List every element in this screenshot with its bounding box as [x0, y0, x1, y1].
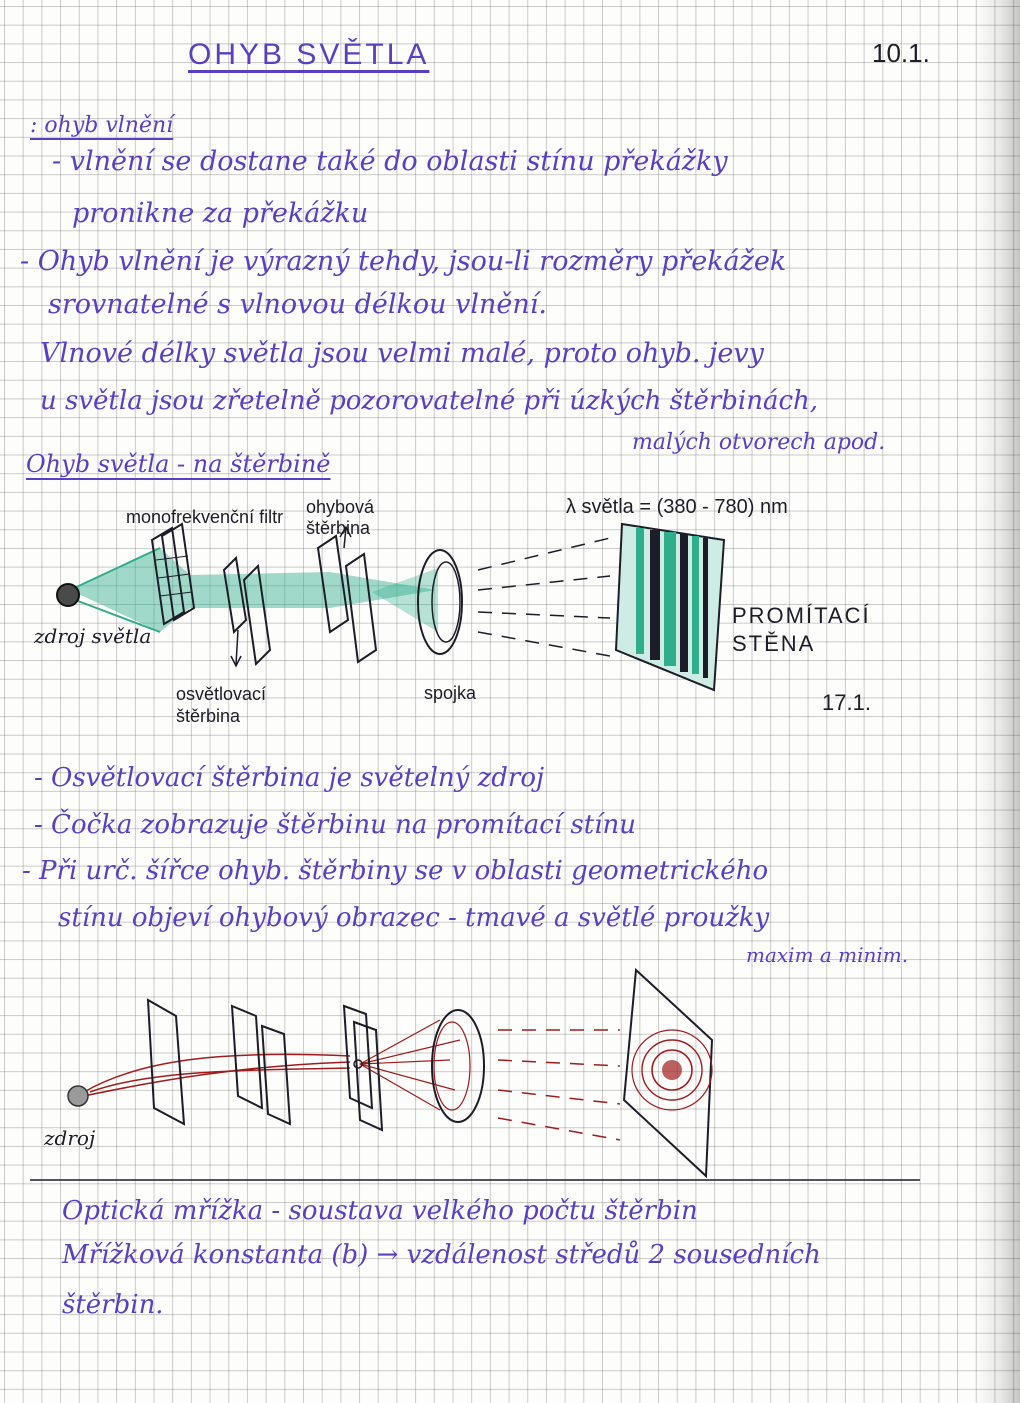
text-line: - Osvětlovací štěrbina je světelný zdroj — [34, 763, 545, 793]
arrow-down-icon — [236, 630, 238, 665]
projection-line — [478, 538, 610, 570]
text-line: malých otvorech apod. — [632, 430, 886, 455]
text-line: Mřížková konstanta (b) → vzdálenost středů 2 sousedních — [62, 1240, 821, 1270]
date-label: 10.1. — [872, 38, 930, 68]
date-label-2: 17.1. — [822, 690, 871, 715]
slit-plate — [262, 1026, 290, 1124]
page-title: OHYB SVĚTLA — [188, 38, 430, 71]
text-line: - vlnění se dostane také do oblasti stínu překážky — [52, 146, 728, 177]
label-projection-screen: PROMÍTACÍ STĚNA — [732, 603, 871, 656]
diffraction-slit-plate — [346, 554, 376, 662]
diffraction-rings — [632, 1030, 712, 1110]
lens-icon — [432, 1010, 484, 1122]
light-source-icon — [57, 584, 79, 606]
text-line: - Při urč. šířce ohyb. štěrbiny se v oblasti geometrického — [22, 856, 769, 886]
ring — [632, 1030, 712, 1110]
projection-screen — [624, 970, 712, 1176]
fringe-green — [664, 532, 676, 666]
fringe-green — [636, 528, 644, 654]
text-line: - Ohyb vlnění je výrazný tehdy, jsou-li rozměry překážek — [20, 246, 787, 277]
slit-plate — [354, 1022, 382, 1130]
label-diffraction-slit: ohybová štěrbina — [306, 497, 375, 538]
lens-inner — [434, 1022, 470, 1110]
central-maximum — [662, 1060, 682, 1080]
fringe-dark — [703, 538, 708, 678]
text-line: stínu objeví ohybový obrazec - tmavé a světlé proužky — [58, 903, 770, 933]
slit-hole-icon — [354, 1060, 362, 1068]
section-heading-ohyb-svetla: Ohyb světla - na štěrbině — [26, 450, 331, 478]
text-line: maxim a minim. — [746, 943, 909, 967]
text-line: - Čočka zobrazuje štěrbinu na promítací stínu — [34, 810, 636, 840]
label-filter: monofrekvenční filtr — [126, 507, 284, 527]
text-line: štěrbin. — [62, 1290, 164, 1320]
projection-line — [478, 612, 610, 618]
text-line: Optická mřížka - soustava velkého počtu štěrbin — [62, 1196, 698, 1226]
label-illumination-slit: osvětlovací štěrbina — [176, 684, 267, 726]
slit-plate — [344, 1006, 372, 1108]
projection-line — [478, 576, 610, 590]
filter-plate — [148, 1000, 184, 1124]
section-heading-ohyb-vlneni: : ohyb vlnění — [30, 113, 174, 138]
slit-plate — [232, 1006, 262, 1108]
label-lens: spojka — [424, 683, 477, 703]
fringe-dark — [650, 530, 660, 660]
label-source: zdroj — [44, 1126, 96, 1150]
red-spread — [360, 1020, 460, 1110]
red-ray — [90, 1068, 350, 1092]
projection-line — [498, 1060, 620, 1066]
ring — [642, 1040, 702, 1100]
projection-line — [498, 1118, 620, 1140]
label-wavelength: λ světla = (380 - 780) nm — [566, 496, 788, 518]
ring — [652, 1050, 692, 1090]
fringe-dark — [680, 534, 688, 672]
text-line: Vlnové délky světla jsou velmi malé, proto ohyb. jevy — [40, 338, 764, 369]
spread-beam — [372, 568, 438, 632]
red-ray — [84, 1062, 350, 1096]
text-line: u světla jsou zřetelně pozorovatelné při úzkých štěrbinách, — [40, 386, 819, 416]
text-line: srovnatelné s vlnovou délkou vlnění. — [48, 289, 547, 320]
projection-line — [478, 632, 610, 656]
red-ray — [84, 1054, 350, 1092]
projection-line — [498, 1090, 620, 1104]
text-line: pronikne za překážku — [72, 198, 369, 229]
fringe-green — [692, 536, 699, 674]
source-icon — [68, 1086, 88, 1106]
label-light-source: zdroj světla — [34, 624, 152, 648]
